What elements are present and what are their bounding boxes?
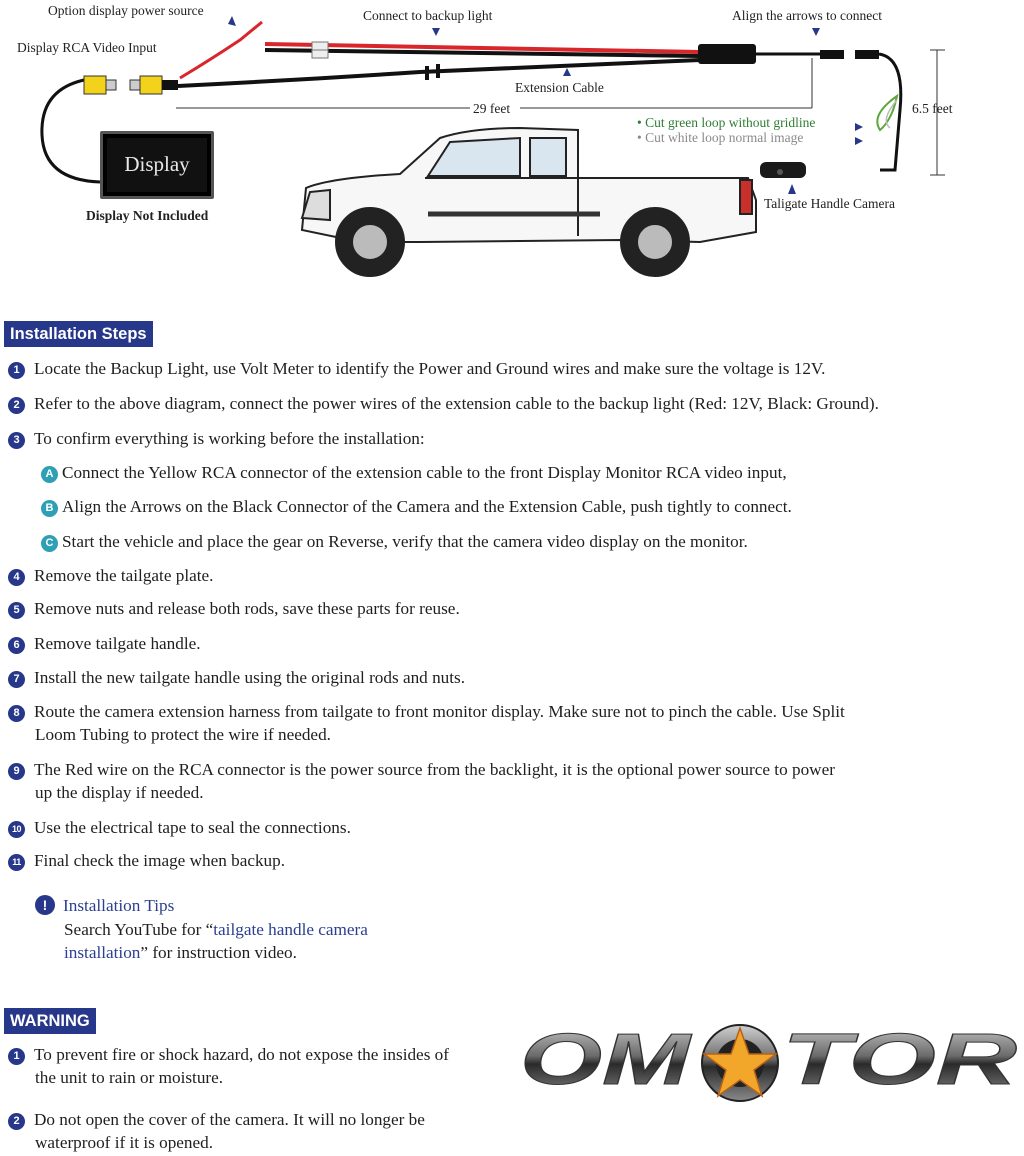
step-text: Final check the image when backup. (34, 851, 286, 870)
black-connector (820, 50, 844, 59)
display-monitor (100, 131, 214, 199)
step-11 (8, 849, 1008, 872)
step-number-badge: 3 (8, 432, 25, 449)
step-5 (8, 597, 1008, 620)
step-3 (8, 427, 1008, 450)
logo-text-right: TOR (782, 1020, 1017, 1100)
tips-title: Installation Tips (63, 896, 175, 915)
cut-white-label: • Cut white loop normal image (637, 130, 804, 145)
step-number-badge: 2 (8, 397, 25, 414)
substep-letter-badge: C (41, 535, 58, 552)
info-icon: ! (35, 895, 55, 915)
warning-1 (8, 1043, 518, 1089)
wiring-diagram (0, 0, 1024, 290)
warning-2 (8, 1108, 518, 1154)
installation-tips (35, 894, 368, 965)
tailgate-camera (760, 162, 806, 178)
rca-input-label: Display RCA Video Input (17, 40, 157, 55)
step-text: The Red wire on the RCA connector is the power source from the backlight, it is the optional power source to power (34, 760, 835, 779)
step-number-badge: 6 (8, 637, 25, 654)
backup-light-label: Connect to backup light (363, 8, 493, 23)
length-29-label: 29 feet (473, 101, 511, 116)
step-number-badge: 1 (8, 362, 25, 379)
installation-heading: Installation Steps (4, 321, 153, 347)
step-text-continued: up the display if needed. (35, 783, 204, 802)
cut-green-label: • Cut green loop without gridline (637, 115, 816, 130)
step-text: Route the camera extension harness from tailgate to front monitor display. Make sure not to pinch the cable. Use Split (34, 702, 845, 721)
step-7 (8, 666, 1008, 689)
step-text: Remove nuts and release both rods, save these parts for reuse. (34, 599, 460, 618)
power-source-wire (180, 22, 262, 78)
step-text: Install the new tailgate handle using the original rods and nuts. (34, 668, 466, 687)
substep-a (41, 461, 787, 484)
step-text: Use the electrical tape to seal the connections. (34, 818, 351, 837)
step-text: Remove the tailgate plate. (34, 566, 214, 585)
step-number-badge: 9 (8, 763, 25, 780)
display-note: Display Not Included (86, 208, 209, 223)
substep-letter-badge: B (41, 500, 58, 517)
step-text: To confirm everything is working before the installation: (34, 429, 425, 448)
tips-text: Search YouTube for “ (64, 919, 214, 939)
step-6 (8, 632, 1008, 655)
rca-connector (84, 76, 106, 94)
warning-text-continued: waterproof if it is opened. (35, 1133, 214, 1152)
step-number-badge: 11 (8, 854, 25, 871)
step-text: Refer to the above diagram, connect the power wires of the extension cable to the backup light (Red: 12V, Black: Ground). (34, 394, 879, 413)
step-text: Locate the Backup Light, use Volt Meter to identify the Power and Ground wires and make sure the voltage is 12V. (34, 359, 826, 378)
warning-heading: WARNING (4, 1008, 96, 1034)
align-arrows-label: Align the arrows to connect (732, 8, 882, 23)
warning-text-continued: the unit to rain or moisture. (35, 1068, 224, 1087)
step-text-continued: Loom Tubing to protect the wire if needed. (35, 725, 331, 744)
step-8 (8, 700, 1008, 746)
warning-number-badge: 2 (8, 1113, 25, 1130)
omotor-logo (520, 1018, 1020, 1108)
step-9 (8, 758, 1008, 804)
logo-text-left: OM (520, 1020, 693, 1100)
substep-c (41, 530, 748, 553)
step-text: Remove tailgate handle. (34, 634, 201, 653)
step-number-badge: 5 (8, 602, 25, 619)
warning-number-badge: 1 (8, 1048, 25, 1065)
wire-terminal (312, 50, 328, 58)
tips-search-term: tailgate handle camera (213, 919, 368, 939)
length-6-5-label: 6.5 feet (912, 101, 953, 116)
warning-text: Do not open the cover of the camera. It will no longer be (34, 1110, 425, 1129)
junction-box (698, 44, 756, 64)
step-4 (8, 564, 1008, 587)
camera-label: Taligate Handle Camera (764, 196, 895, 211)
tips-text-end: ” for instruction video. (140, 943, 297, 962)
substep-letter-badge: A (41, 466, 58, 483)
extension-cable-label: Extension Cable (515, 80, 604, 95)
step-1 (8, 357, 1008, 380)
step-10 (8, 816, 1008, 839)
display-screen-text: Display (124, 152, 190, 176)
substep-text: Connect the Yellow RCA connector of the extension cable to the front Display Monitor RCA video input, (62, 463, 787, 482)
substep-b (41, 495, 792, 518)
pickup-truck (302, 128, 756, 276)
warning-text: To prevent fire or shock hazard, do not expose the insides of (34, 1045, 449, 1064)
tips-search-term-cont: installation (64, 943, 141, 962)
rca-connector (140, 76, 162, 94)
power-source-label: Option display power source (48, 3, 204, 18)
substep-text: Align the Arrows on the Black Connector of the Camera and the Extension Cable, push tightly to connect. (62, 497, 792, 516)
camera-connector (855, 50, 879, 59)
step-number-badge: 7 (8, 671, 25, 688)
step-number-badge: 4 (8, 569, 25, 586)
substep-text: Start the vehicle and place the gear on Reverse, verify that the camera video display on the monitor. (62, 532, 748, 551)
step-number-badge: 10 (8, 821, 25, 838)
step-2 (8, 392, 1008, 415)
step-number-badge: 8 (8, 705, 25, 722)
